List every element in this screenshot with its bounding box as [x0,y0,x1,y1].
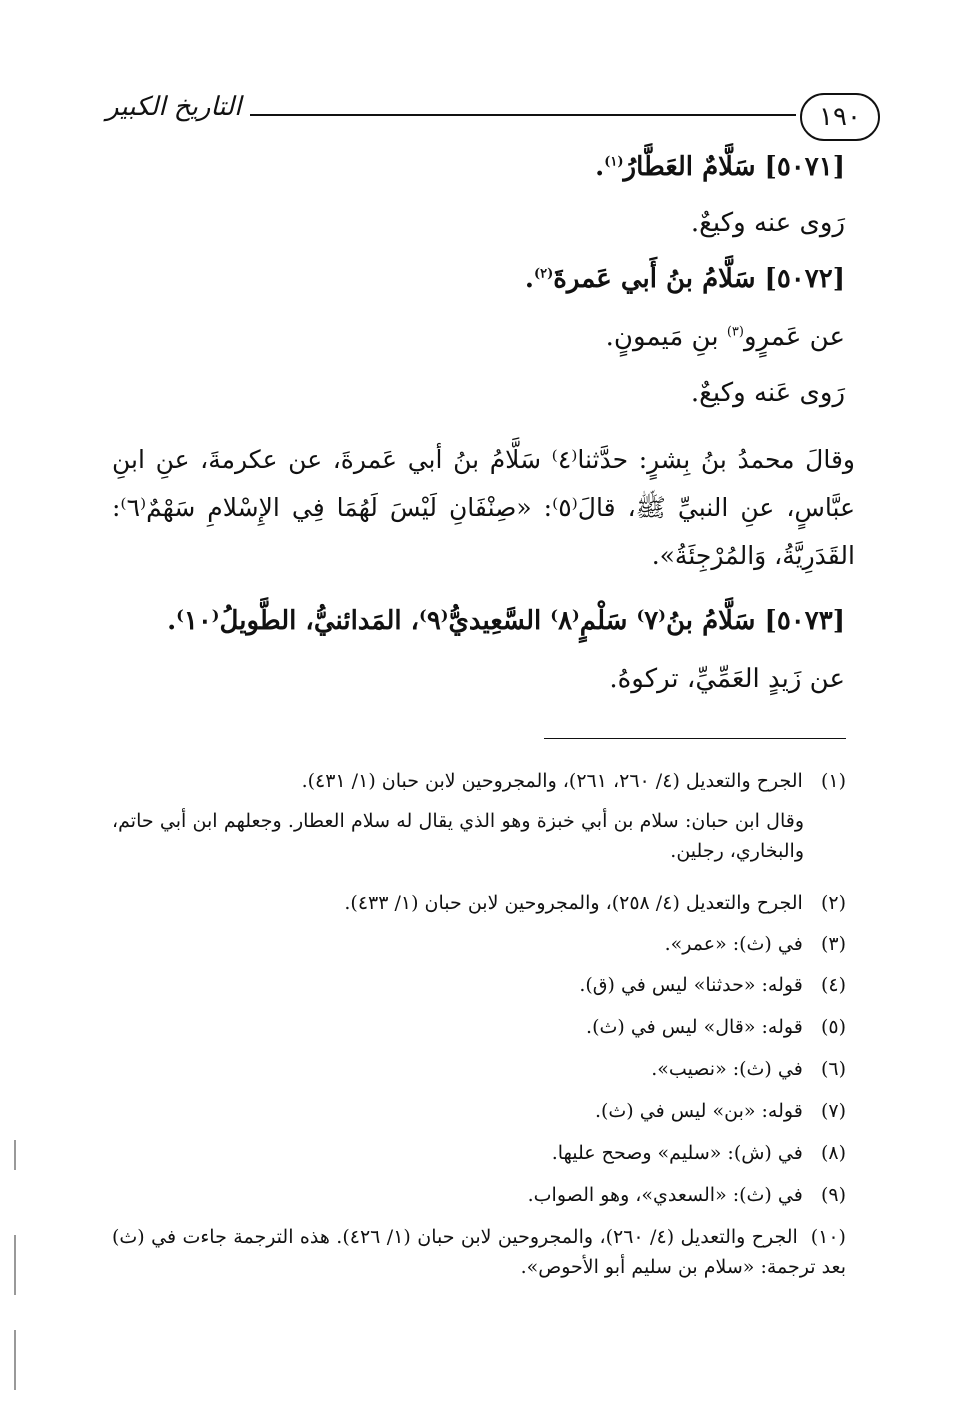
footnote-ref: (٣) [726,324,744,340]
scan-edge-mark [14,1235,16,1295]
narration-text: بنِ مَيمونٍ. [605,322,719,352]
entry-5073-heading: [٥٠٧٣] سَلَّامُ بنُ⁽٧⁾ سَلْمٍ⁽٨⁾ السَّعِيديُّ⁽٩⁾، المَدائنيُّ، الطَّويلُ⁽١٠⁾. [167,606,845,636]
footnote-text: الجرح والتعديل (٤/ ٢٦٠، ٢٦١)، والمجروحين لابن حبان (١/ ٤٣١). [301,770,803,792]
entry-5072-heading: [٥٠٧٢] سَلَّامُ بنُ أَبي عَمرةَ$^{(٢)}$. [524,264,845,294]
footnote-6 [651,1054,846,1084]
footnote-2 [344,888,846,918]
entry-5073-line: عن زَيدٍ العَمِّيِّ، تركوهُ. [609,664,845,694]
footnote-text: في (ث): «عمر». [664,933,803,955]
footnote-number: (١) [820,770,846,792]
footnote-number: (٣) [820,933,846,955]
footnote-1-continuation: وقال ابن حبان: سلام بن أبي خبزة وهو الذي يقال له سلام العطار. وجعلهم ابن أبي حاتم، والبخاري، رجلين. [112,810,804,862]
running-head-title: التاريخ الكبير [106,92,242,122]
scan-edge-mark [14,1330,16,1390]
scan-edge-mark [14,1140,16,1170]
entry-heading-text: [٥٠٧١] سَلَّامٌ العَطَّارُ [623,152,845,182]
entry-5072-line-2: رَوى عَنه وكيعٌ. [690,378,845,408]
entry-heading-text: [٥٠٧٢] سَلَّامُ بنُ أَبي عَمرةَ [553,264,845,294]
footnote-separator [544,738,846,739]
entry-5071-heading: [٥٠٧١] سَلَّامٌ العَطَّارُ$^{(١)}$. [595,152,845,182]
footnote-8 [552,1138,846,1168]
entry-5071-line: رَوى عنه وكيعٌ. [690,208,845,238]
footnote-9 [528,1180,846,1210]
page-number: ١٩٠ [800,93,880,141]
footnote-number: (٤) [820,974,846,996]
header-rule [250,114,796,116]
footnote-text: قوله: «حدثنا» ليس في (ق). [579,974,803,996]
footnote-5 [586,1012,846,1042]
footnote-1 [302,766,846,796]
footnote-number: (٥) [820,1016,846,1038]
narration-text: عن عَمرٍو [743,322,845,352]
footnote-4 [579,970,846,1000]
footnote-ref: (١) [604,154,624,170]
footnote-number: (٧) [820,1100,846,1122]
footnote-number: (٦) [820,1058,846,1080]
footnote-text: في (ش): «سليم» وصحح عليها. [551,1142,803,1164]
entry-5072-hadith-paragraph: وقالَ محمدُ بنُ بِشرٍ: حدَّثنا⁽٤⁾ سَلَّامُ بنُ أبي عَمرةَ، عن عكرمةَ، عنِ ابنِ عبَّاسٍ، عنِ النبيِّ ﷺ، قالَ⁽٥⁾: «صِنْفَانِ لَيْسَ لَهُمَا فِي الإِسْلامِ سَهْمٌ⁽٦⁾: القَدَرِيَّةُ، وَالمُرْجِئَةُ». [112,445,856,570]
footnote-7 [595,1096,846,1126]
footnote-number: (٢) [820,892,846,914]
footnote-text: الجرح والتعديل (٤/ ٢٥٨)، والمجروحين لابن حبان (١/ ٤٣٣). [344,892,803,914]
footnote-10 [112,1222,846,1282]
footnote-text: الجرح والتعديل (٤/ ٢٦٠)، والمجروحين لابن حبان (١/ ٤٢٦). هذه الترجمة جاءت في (ث) بعد ترجمة: «سلام بن سليم أبو الأحوص». [112,1226,846,1278]
footnote-3 [665,929,846,959]
footnote-text: قوله: «بن» ليس في (ث). [594,1100,803,1122]
footnote-text: في (ث): «نصيب». [651,1058,803,1080]
footnote-number: (٩) [820,1184,846,1206]
footnote-ref: (٢) [533,266,554,282]
footnote-text: في (ث): «السعدي»، وهو الصواب. [527,1184,803,1206]
entry-5072-line-1 [606,322,845,352]
footnote-text: قوله: «قال» ليس في (ث). [586,1016,803,1038]
footnote-number: (٨) [820,1142,846,1164]
footnote-number: (١٠) [810,1226,846,1248]
